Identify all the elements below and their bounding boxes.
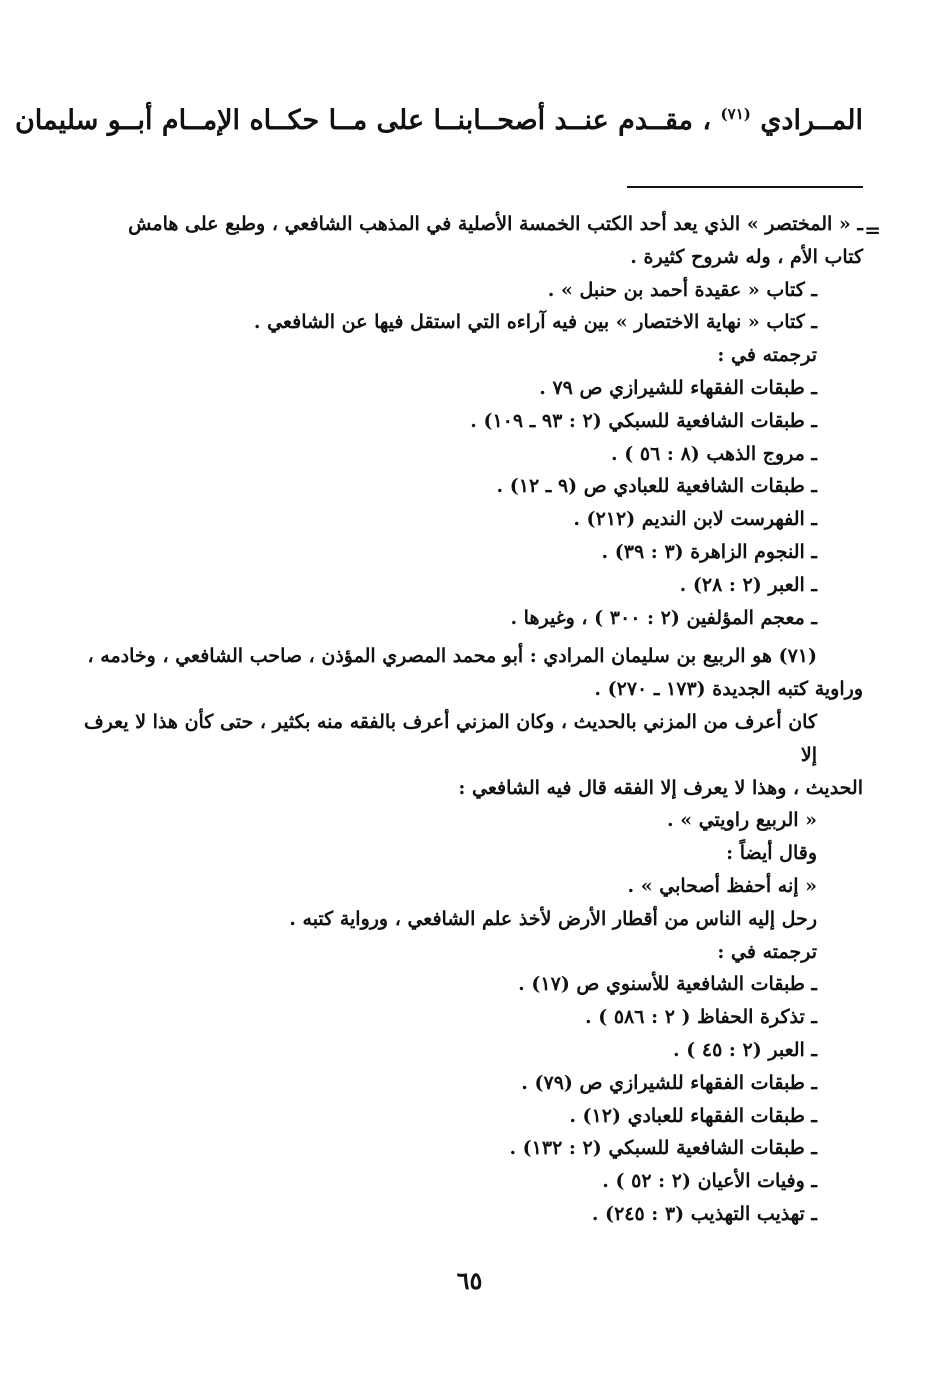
note-line: وقال أيضاً : (726, 842, 817, 865)
footnote-continuation-mark: = (864, 218, 881, 242)
note-line: ـ العبر (٢ : ٢٨) . (679, 573, 817, 596)
note-line: كان أعرف من المزني بالحديث ، وكان المزني أعرف بالفقه منه بكثير ، حتى كأن هذا لا يعرف إلا (83, 710, 817, 766)
note-line: « إنه أحفظ أصحابي » . (627, 874, 817, 897)
note-line: ـ طبقات الشافعية للعبادي ص (٩ ـ ١٢) . (496, 475, 817, 498)
note-line: ـ طبقات الشافعية للسبكي (٢ : ١٣٢) . (509, 1137, 817, 1160)
note-line: ـ مروج الذهب (٨ : ٥٦ ) . (611, 442, 817, 465)
main-text-line (14, 92, 863, 143)
note-line: ـ العبر (٢ : ٤٥ ) . (673, 1038, 817, 1061)
main-text-end: ، مقــدم عنــد أصحــابنــا على مــا حكــاه الإمــام أبــو سليمان (14, 105, 712, 136)
note-line: ـ كتاب « نهاية الاختصار » بين فيه آراءه التي استقل فيها عن الشافعي . (253, 311, 817, 334)
note-line: ـ الفهرست لابن النديم (٢١٢) . (573, 508, 817, 531)
note-line: ـ وفيات الأعيان (٢ : ٥٢ ) . (602, 1170, 817, 1193)
note-line: كتاب الأم ، وله شروح كثيرة . (630, 245, 863, 268)
footnotes (76, 208, 863, 1231)
note-line: ـ « المختصر » الذي يعد أحد الكتب الخمسة الأصلية في المذهب الشافعي ، وطبع على هامش (128, 213, 863, 235)
note-line: ـ تهذيب التهذيب (٣ : ٢٤٥) . (591, 1202, 817, 1225)
note-line: ترجمته في : (717, 344, 817, 367)
note-line: « الربيع راويتي » . (667, 809, 817, 832)
footnote-separator (627, 186, 863, 188)
note-line: ـ طبقات الشافعية للأسنوي ص (١٧) . (518, 973, 817, 996)
note-line: وراوية كتبه الجديدة (١٧٣ ـ ٢٧٠) . (594, 678, 863, 701)
footnote-reference[interactable]: (٧١) (720, 105, 751, 123)
note-line: ـ تذكرة الحفاظ ( ٢ : ٥٨٦ ) . (584, 1006, 817, 1029)
note-line: ـ طبقات الفقهاء للشيرازي ص (٧٩) . (521, 1071, 817, 1094)
note-line: ـ طبقات الشافعية للسبكي (٢ : ٩٣ ـ ١٠٩) . (470, 409, 817, 432)
note-line: رحل إليه الناس من أقطار الأرض لأخذ علم الشافعي ، ورواية كتبه . (289, 907, 817, 930)
note-line: ترجمته في : (717, 940, 817, 963)
note-line: ـ طبقات الفقهاء للشيرازي ص ٧٩ . (539, 376, 817, 399)
note-line: ـ كتاب « عقيدة أحمد بن حنبل » . (547, 278, 817, 301)
note-line: الحديث ، وهذا لا يعرف إلا الفقه قال فيه الشافعي : (458, 776, 863, 799)
note-line: ـ طبقات الفقهاء للعبادي (١٢) . (569, 1104, 817, 1127)
page-number: ٦٥ (456, 1266, 483, 1295)
note-line: ـ النجوم الزاهرة (٣ : ٣٩) . (601, 540, 817, 563)
note-line: ـ معجم المؤلفين (٢ : ٣٠٠ ) ، وغيرها . (510, 606, 817, 629)
main-text-start: المــرادي (760, 105, 863, 136)
footnote-71-start: (٧١) هو الربيع بن سليمان المرادي : أبو محمد المصري المؤذن ، صاحب الشافعي ، وخادمه ، (87, 645, 817, 668)
